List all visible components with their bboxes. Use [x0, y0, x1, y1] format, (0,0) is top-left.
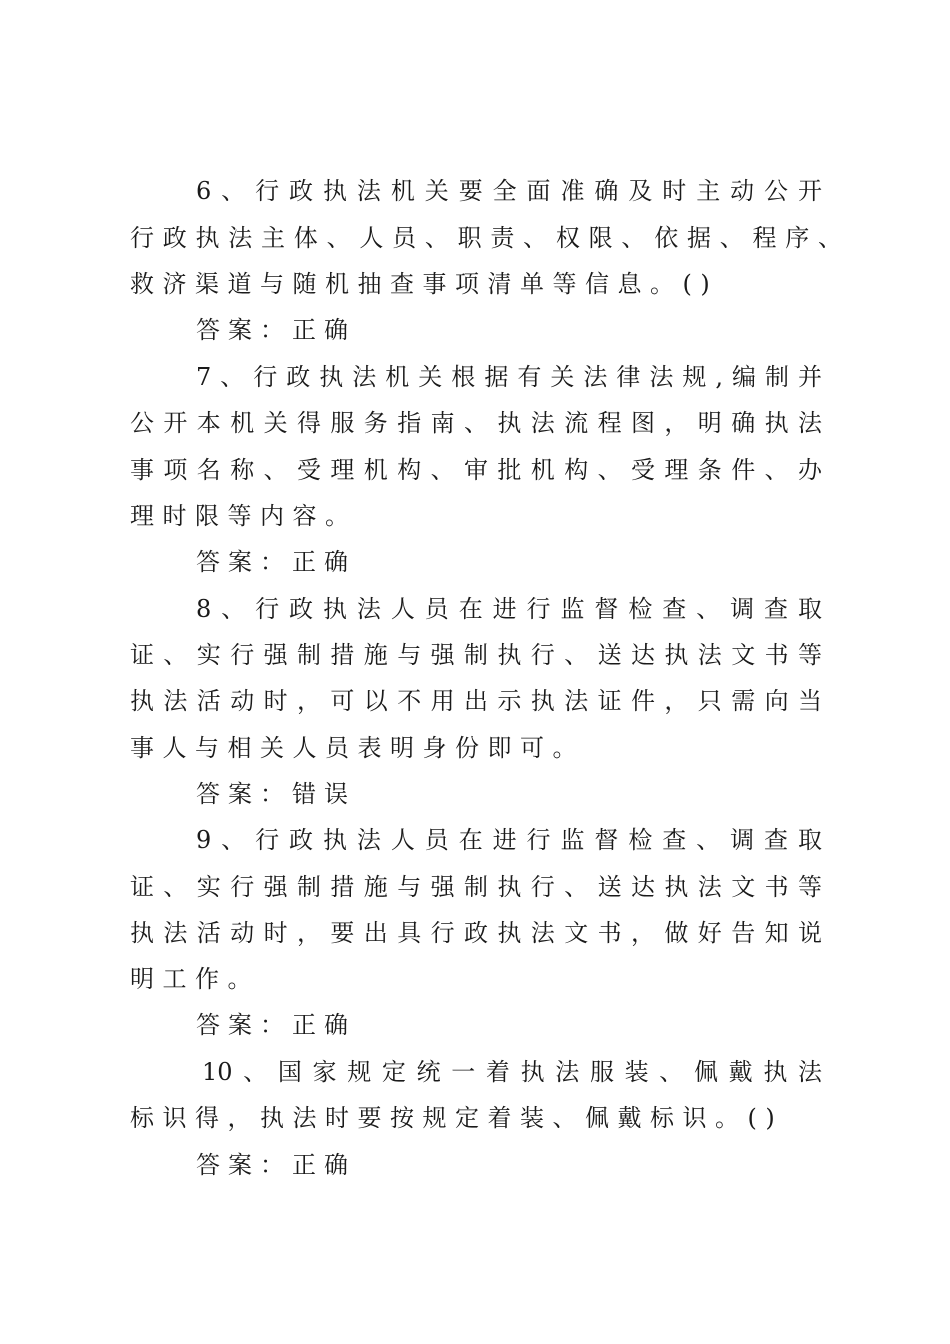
question-7-line-4: 理时限等内容。 [130, 502, 358, 530]
answer-value: 正确 [292, 1011, 356, 1039]
question-8-answer [196, 779, 356, 809]
question-10-line-2: 标识得，执法时要按规定着装、佩戴标识。() [130, 1104, 784, 1132]
answer-label: 答案： [196, 1151, 292, 1179]
question-10-line-1: 10、国家规定统一着执法服装、佩戴执法 [202, 1058, 822, 1086]
answer-label: 答案： [196, 316, 292, 344]
question-9-answer [196, 1010, 356, 1040]
answer-value: 正确 [292, 316, 356, 344]
question-9-line-4: 明工作。 [130, 965, 260, 993]
question-7-line-3: 事项名称、受理机构、审批机构、受理条件、办 [130, 456, 822, 484]
question-6-line-3: 救济渠道与随机抽查事项清单等信息。() [130, 270, 719, 298]
question-7-line-1: 7、行政执法机关根据有关法律法规,编制并 [196, 363, 822, 391]
question-8-line-4: 事人与相关人员表明身份即可。 [130, 734, 585, 762]
answer-value: 正确 [292, 548, 356, 576]
question-8-line-1: 8、行政执法人员在进行监督检查、调查取 [196, 595, 822, 623]
question-7-line-2: 公开本机关得服务指南、执法流程图，明确执法 [130, 409, 822, 437]
answer-label: 答案： [196, 1011, 292, 1039]
question-8-line-2: 证、实行强制措施与强制执行、送达执法文书等 [130, 641, 822, 669]
question-8-line-3: 执法活动时，可以不用出示执法证件，只需向当 [130, 687, 822, 715]
question-7-answer [196, 547, 356, 577]
question-9-line-2: 证、实行强制措施与强制执行、送达执法文书等 [130, 873, 822, 901]
answer-label: 答案： [196, 548, 292, 576]
question-9-line-3: 执法活动时，要出具行政执法文书，做好告知说 [130, 919, 822, 947]
answer-value: 正确 [292, 1151, 356, 1179]
question-6-line-1: 6、行政执法机关要全面准确及时主动公开 [196, 177, 822, 205]
question-6-answer [196, 315, 356, 345]
answer-value: 错误 [292, 780, 356, 808]
question-9-line-1: 9、行政执法人员在进行监督检查、调查取 [196, 826, 822, 854]
question-10-answer [196, 1150, 356, 1180]
question-6-line-2: 行政执法主体、人员、职责、权限、依据、程序、 [130, 224, 842, 252]
answer-label: 答案： [196, 780, 292, 808]
